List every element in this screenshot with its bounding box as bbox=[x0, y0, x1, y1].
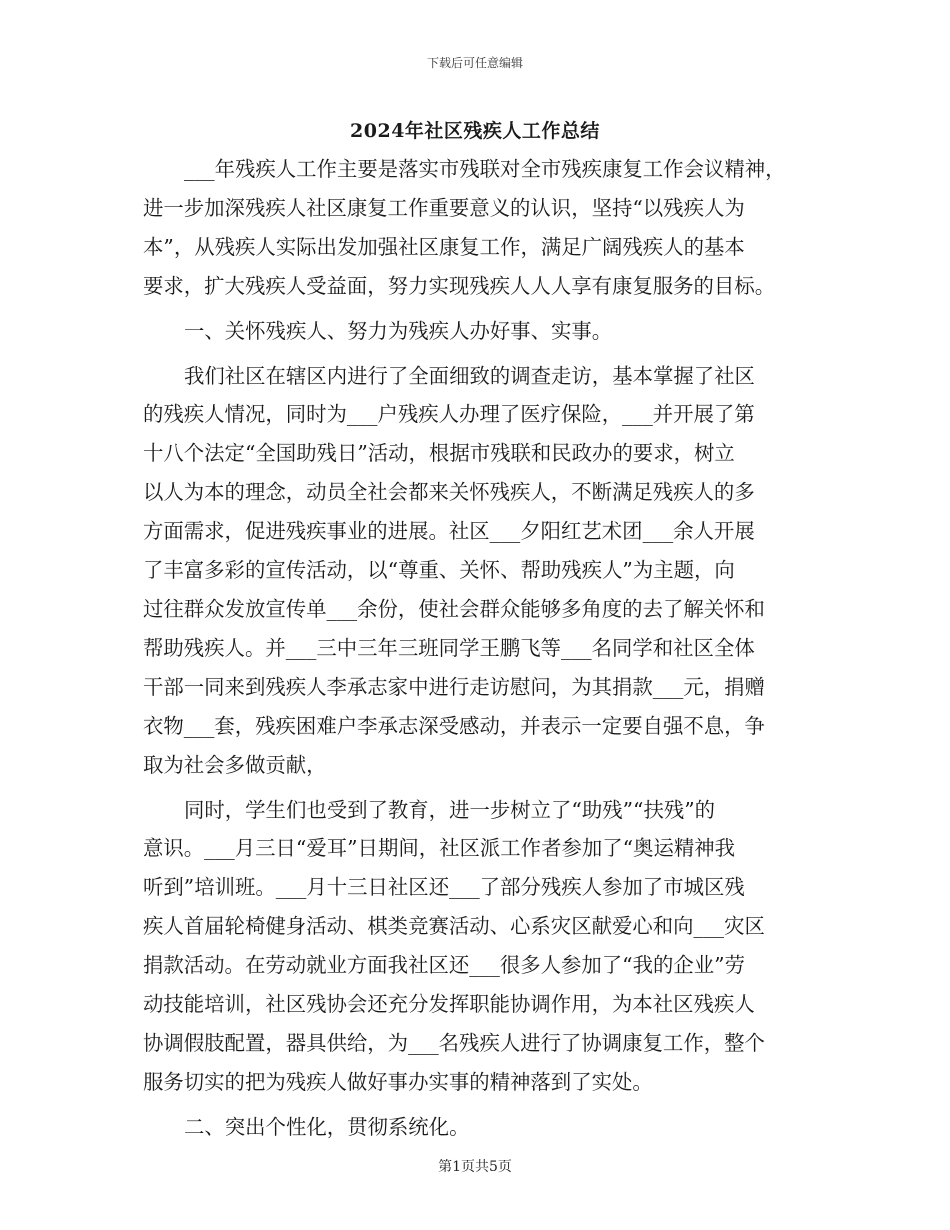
text-line: 帮助残疾人。并___三中三年三班同学王鹏飞等___名同学和社区全体 bbox=[143, 635, 755, 660]
paragraph-intro bbox=[143, 150, 815, 306]
text-line: 十八个法定“全国助残日”活动，根据市残联和民政办的要求，树立 bbox=[143, 441, 735, 466]
text-line: 二、突出个性化，贯彻系统化。 bbox=[184, 1114, 470, 1139]
paragraph-education bbox=[143, 791, 815, 1102]
section-heading-1 bbox=[143, 312, 815, 351]
section-heading-2 bbox=[143, 1108, 815, 1147]
text-line: 取为社会多做贡献， bbox=[143, 752, 327, 777]
text-line: 衣物___套，残疾困难户李承志深受感动，并表示一定要自强不息，争 bbox=[143, 713, 765, 738]
text-line: 干部一同来到残疾人李承志家中进行走访慰问，为其捐款___元，捐赠 bbox=[143, 674, 765, 699]
text-line: 我们社区在辖区内进行了全面细致的调查走访，基本掌握了社区 bbox=[184, 363, 755, 388]
text-line: 听到”培训班。___月十三日社区还___了部分残疾人参加了市城区残 bbox=[143, 875, 745, 900]
page-footer-number: 第1页共5页 bbox=[438, 1159, 512, 1175]
paragraph-care bbox=[143, 357, 815, 785]
text-line: 疾人首届轮椅健身活动、棋类竞赛活动、心系灾区献爱心和向___灾区 bbox=[143, 914, 765, 939]
text-line: 一、关怀残疾人、努力为残疾人办好事、实事。 bbox=[184, 318, 613, 343]
text-line: 捐款活动。在劳动就业方面我社区还___很多人参加了“我的企业”劳 bbox=[143, 953, 745, 978]
document-title: 2024年社区残疾人工作总结 bbox=[350, 120, 600, 142]
text-line: 动技能培训，社区残协会还充分发挥职能协调作用，为本社区残疾人 bbox=[143, 992, 755, 1017]
text-line: 了丰富多彩的宣传活动，以“尊重、关怀、帮助残疾人”为主题，向 bbox=[143, 558, 735, 583]
text-line: ___年残疾人工作主要是落实市残联对全市残疾康复工作会议精神， bbox=[184, 157, 786, 181]
text-line: 本”，从残疾人实际出发加强社区康复工作，满足广阔残疾人的基本 bbox=[143, 234, 745, 259]
text-line: 服务切实的把为残疾人做好事办实事的精神落到了实处。 bbox=[143, 1069, 653, 1094]
text-line: 以人为本的理念，动员全社会都来关怀残疾人，不断满足残疾人的多 bbox=[143, 480, 755, 505]
text-line: 的残疾人情况，同时为___户残疾人办理了医疗保险，___并开展了第 bbox=[143, 402, 755, 427]
text-line: 要求，扩大残疾人受益面，努力实现残疾人人人享有康复服务的目标。 bbox=[143, 273, 776, 298]
text-line: 过往群众发放宣传单___余份，使社会群众能够多角度的去了解关怀和 bbox=[143, 596, 765, 621]
text-line: 方面需求，促进残疾事业的进展。社区___夕阳红艺术团___余人开展 bbox=[143, 519, 755, 544]
text-line: 协调假肢配置，器具供给，为___名残疾人进行了协调康复工作，整个 bbox=[143, 1030, 765, 1055]
text-line: 进一步加深残疾人社区康复工作重要意义的认识，坚持“以残疾人为 bbox=[143, 195, 745, 220]
page-header-note: 下载后可任意编辑 bbox=[426, 56, 523, 70]
text-line: 同时，学生们也受到了教育，进一步树立了“助残”“扶残”的 bbox=[184, 797, 716, 822]
document-body bbox=[143, 150, 815, 1153]
text-line: 意识。___月三日“爱耳”日期间，社区派工作者参加了“奥运精神我 bbox=[143, 836, 736, 861]
